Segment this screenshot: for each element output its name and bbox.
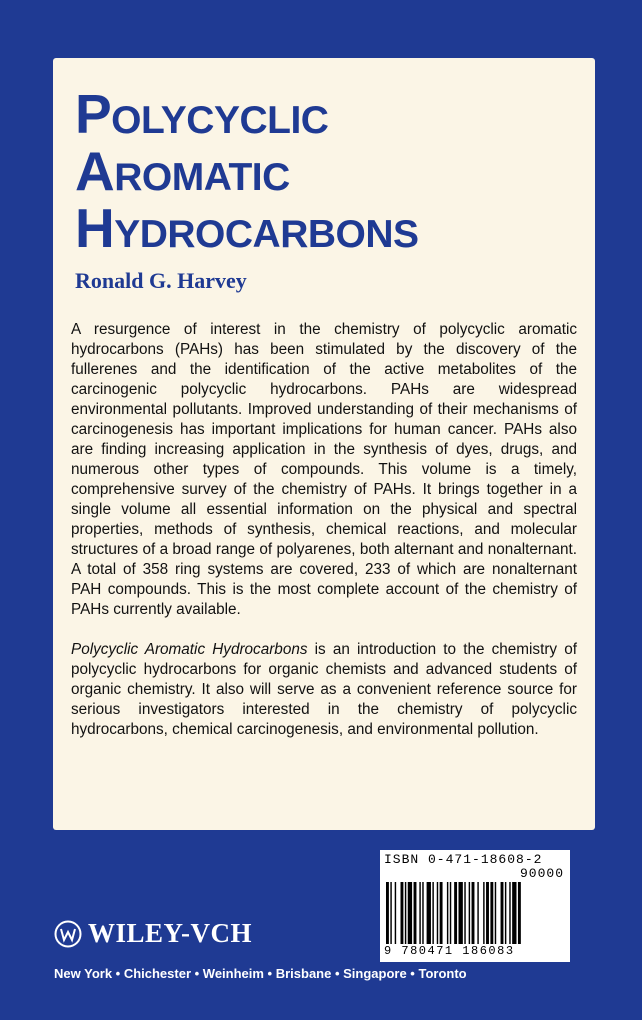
book-description [71, 320, 577, 760]
wiley-logo-icon [54, 920, 82, 948]
ean-number: 9 780471 186083 [384, 944, 515, 958]
description-paragraph-2 [71, 640, 577, 740]
title-line-2: Aromatic [75, 140, 290, 202]
publisher-cities: New York • Chichester • Weinheim • Brisbane • Singapore • Toronto [54, 966, 467, 981]
author-name: Ronald G. Harvey [75, 268, 247, 293]
title-line-1: Polycyclic [75, 83, 329, 145]
publisher-block [54, 918, 252, 949]
price-code: 90000 [519, 866, 564, 881]
description-paragraph-1: A resurgence of interest in the chemistry of polycyclic aromatic hydrocarbons (PAHs) has been stimulated by the discovery of the fullerenes and the identification of the active metabolites of the carcinogenic polycyclic hydrocarbons. PAHs are widespread environmental pollutants. Improved understanding of their mechanisms of carcinogenesis has important implications for human cancer. PAHs also are finding increasing application in the synthesis of dyes, drugs, and numerous other types of compounds. This volume is a timely, comprehensive survey of the chemistry of PAHs. It brings together in a single volume all essential information on the physical and spectral properties, methods of synthesis, chemical reactions, and molecular structures of a broad range of polyarenes, both alternant and nonalternant. A total of 358 ring systems are covered, 233 of which are nonalternant PAH compounds. This is the most complete account of the chemistry of PAHs currently available. [71, 321, 577, 618]
isbn-barcode [380, 850, 570, 962]
isbn-number: ISBN 0-471-18608-2 [384, 852, 543, 867]
barcode-bars-icon [386, 882, 564, 944]
book-title-italic: Polycyclic Aromatic Hydrocarbons [71, 641, 308, 658]
publisher-name: WILEY-VCH [88, 918, 253, 948]
paragraph-2-text: is an introduction to the chemistry of polycyclic hydrocarbons for organic chemists and advanced students of organic chemistry. It also will serve as a convenient reference source for serious investigators interested in the chemistry of polycyclic hydrocarbons, chemical carcinogenesis, and environmental pollution. [71, 641, 577, 738]
back-cover-panel [53, 58, 595, 830]
title-line-3: Hydrocarbons [75, 197, 419, 259]
book-title [75, 83, 419, 259]
